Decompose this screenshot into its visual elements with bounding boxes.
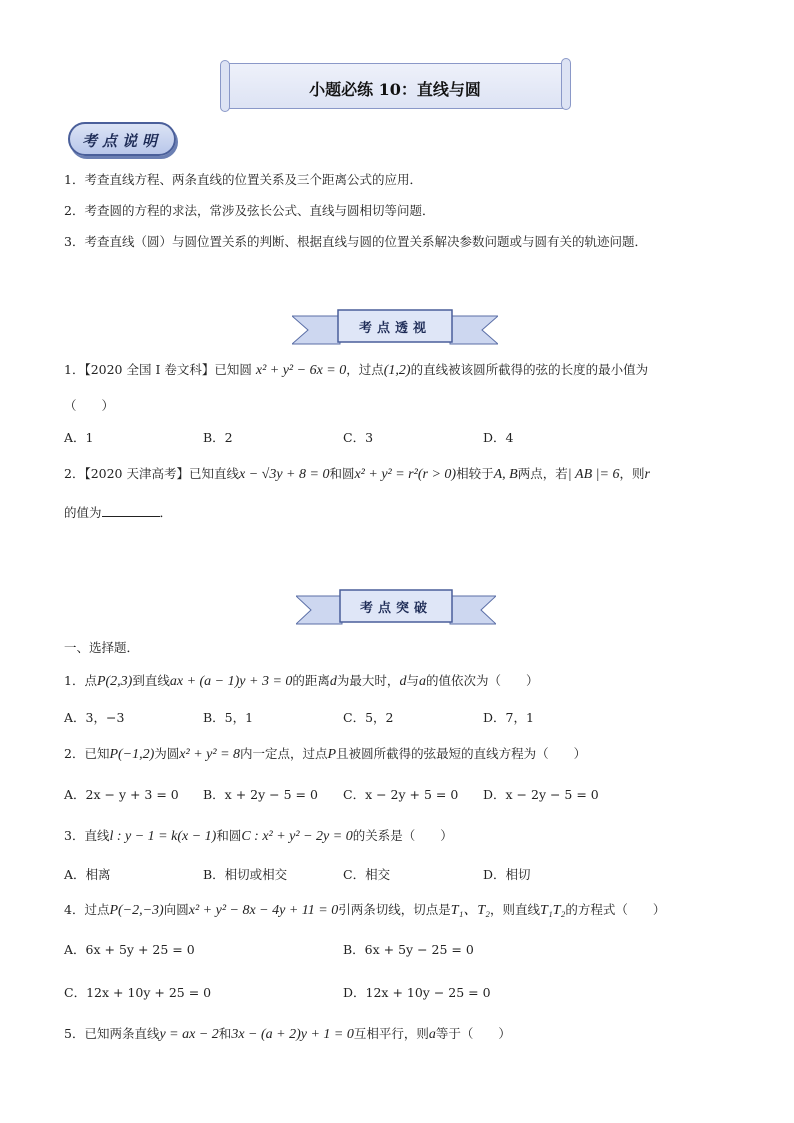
q1-option-d: D．7，1	[483, 710, 534, 725]
q3-circle: C : x² + y² − 2y = 0	[241, 829, 353, 844]
q2-c: 内一定点，过点	[240, 746, 328, 761]
q3-line-eq: l : y − 1 = k(x − 1)	[109, 829, 217, 844]
q1-g: 的值依次为（ ）	[425, 673, 539, 688]
q1-d2: d	[399, 674, 407, 689]
q4-option-d: D．12x + 10y − 25 = 0	[343, 985, 491, 1000]
tq2-line	[64, 466, 650, 483]
q2-option-c: C．x − 2y + 5 = 0	[343, 787, 459, 802]
intro-line-3: 3．考查直线（圆）与圆位置关系的判断、根据直线与圆的位置关系解决参数问题或与圆有关的轨迹问题．	[64, 234, 647, 249]
q1-point: P(2,3)	[96, 674, 133, 689]
q2-point: P(−1,2)	[109, 747, 155, 762]
tq2-prefix: 2．【2020 天津高考】已知直线	[64, 466, 239, 481]
q4-circle: x² + y² − 8x − 4y + 11 = 0	[188, 903, 339, 918]
q1-f: 与	[406, 673, 419, 688]
intro-line-1: 1．考查直线方程、两条直线的位置关系及三个距离公式的应用．	[64, 172, 422, 187]
tq1-option-c: C．3	[343, 430, 374, 445]
q1-d: d	[329, 674, 337, 689]
intro-line-2: 2．考查圆的方程的求法，常涉及弦长公式、直线与圆相切等问题．	[64, 203, 435, 218]
q4-option-a: A．6x + 5y + 25 = 0	[64, 942, 195, 957]
q3-b: 和圆	[216, 828, 242, 843]
q1-option-a: A．3，−3	[64, 710, 125, 725]
q4-c: 引两条切线，切点是	[338, 902, 451, 917]
tq2-line-equation: x − √3y + 8 = 0	[239, 467, 330, 482]
q5-line-1: y = ax − 2	[159, 1027, 219, 1042]
q3-a: 3．直线	[64, 828, 110, 843]
tq1-option-a: A．1	[64, 430, 94, 445]
tq1-equation: x² + y² − 6x = 0	[255, 363, 347, 378]
ribbon-1-label: 考点透视	[358, 321, 431, 336]
tq1-paren: （ ）	[64, 398, 115, 413]
tq1-line	[64, 362, 648, 379]
tq1-option-d: D．4	[483, 430, 514, 445]
q1-option-c: C．5，2	[343, 710, 394, 725]
q2-a: 2．已知	[64, 746, 110, 761]
q5-b: 和	[218, 1026, 232, 1041]
q5-a: 5．已知两条直线	[64, 1026, 160, 1041]
tq1-suffix: 的直线被该圆所截得的弦的长度的最小值为	[410, 362, 649, 377]
q4-d: ，则直线	[490, 902, 541, 917]
q3-option-b: B．相切或相交	[203, 867, 288, 882]
q3-option-a: A．相离	[64, 867, 111, 882]
q5-a2: a	[428, 1027, 436, 1042]
tq2-line2-text: 的值为	[64, 505, 102, 520]
tq2-mid2: 两点，若	[517, 466, 568, 481]
q1-a: 1．点	[64, 673, 97, 688]
tq2-ab: | AB |= 6	[567, 467, 620, 482]
ribbon-2-label: 考点突破	[359, 601, 432, 616]
q4-line	[64, 902, 665, 919]
tq2-mid3: ，则	[619, 466, 645, 481]
section-badge-label: 考点说明	[81, 132, 162, 150]
q4-a: 4．过点	[64, 902, 110, 917]
q5-c: 互相平行，则	[353, 1026, 429, 1041]
q3-line	[64, 828, 453, 845]
q2-option-a: A．2x − y + 3 = 0	[64, 787, 179, 802]
practice-heading: 一、选择题．	[64, 640, 140, 655]
q4-e: 的方程式（ ）	[565, 902, 666, 917]
q4-point: P(−2,−3)	[109, 903, 164, 918]
tq2-mid: 相较于	[456, 466, 494, 481]
q1-line	[64, 673, 538, 690]
q4-b: 向圆	[163, 902, 189, 917]
q5-line-2: 3x − (a + 2)y + 1 = 0	[231, 1027, 354, 1042]
q4-option-b: B．6x + 5y − 25 = 0	[343, 942, 474, 957]
q2-line	[64, 746, 586, 763]
tq1-prefix: 1．【2020 全国 I 卷文科】已知圆	[64, 362, 252, 377]
q3-c: 的关系是（ ）	[352, 828, 453, 843]
q1-b: 到直线	[132, 673, 170, 688]
q2-circle: x² + y² = 8	[179, 747, 241, 762]
tq2-and: 和圆	[329, 466, 355, 481]
tq1-point: (1,2)	[383, 363, 411, 378]
q2-p2: P	[327, 747, 337, 762]
q1-c: 的距离	[292, 673, 330, 688]
q4-option-c: C．12x + 10y + 25 = 0	[64, 985, 212, 1000]
q5-d: 等于（ ）	[435, 1026, 511, 1041]
q1-a2: a	[418, 674, 426, 689]
tq1-mid: ，过点	[346, 362, 384, 377]
q4-t1t2: T₁T₂	[540, 903, 566, 918]
q5-line	[64, 1026, 511, 1043]
tq2-line-2	[64, 504, 172, 521]
q2-option-b: B．x + 2y − 5 = 0	[203, 787, 318, 802]
q3-option-c: C．相交	[343, 867, 391, 882]
q4-tangent-points: T₁、T₂	[450, 903, 491, 918]
q2-d: 且被圆所截得的弦最短的直线方程为（ ）	[336, 746, 587, 761]
q3-option-d: D．相切	[483, 867, 531, 882]
tq2-answer-blank[interactable]	[102, 504, 160, 517]
q1-line-eq: ax + (a − 1)y + 3 = 0	[169, 674, 293, 689]
tq2-end: ．	[159, 505, 173, 520]
page-title: 小题必练 10：直线与圆	[309, 80, 481, 99]
q1-e: 为最大时，	[336, 673, 400, 688]
tq2-r: r	[644, 467, 650, 482]
q2-b: 为圆	[154, 746, 180, 761]
q2-option-d: D．x − 2y − 5 = 0	[483, 787, 599, 802]
tq2-points: A, B	[493, 467, 518, 482]
tq1-option-b: B．2	[203, 430, 233, 445]
tq2-circle-equation: x² + y² = r²(r > 0)	[354, 467, 457, 482]
q1-option-b: B．5，1	[203, 710, 254, 725]
